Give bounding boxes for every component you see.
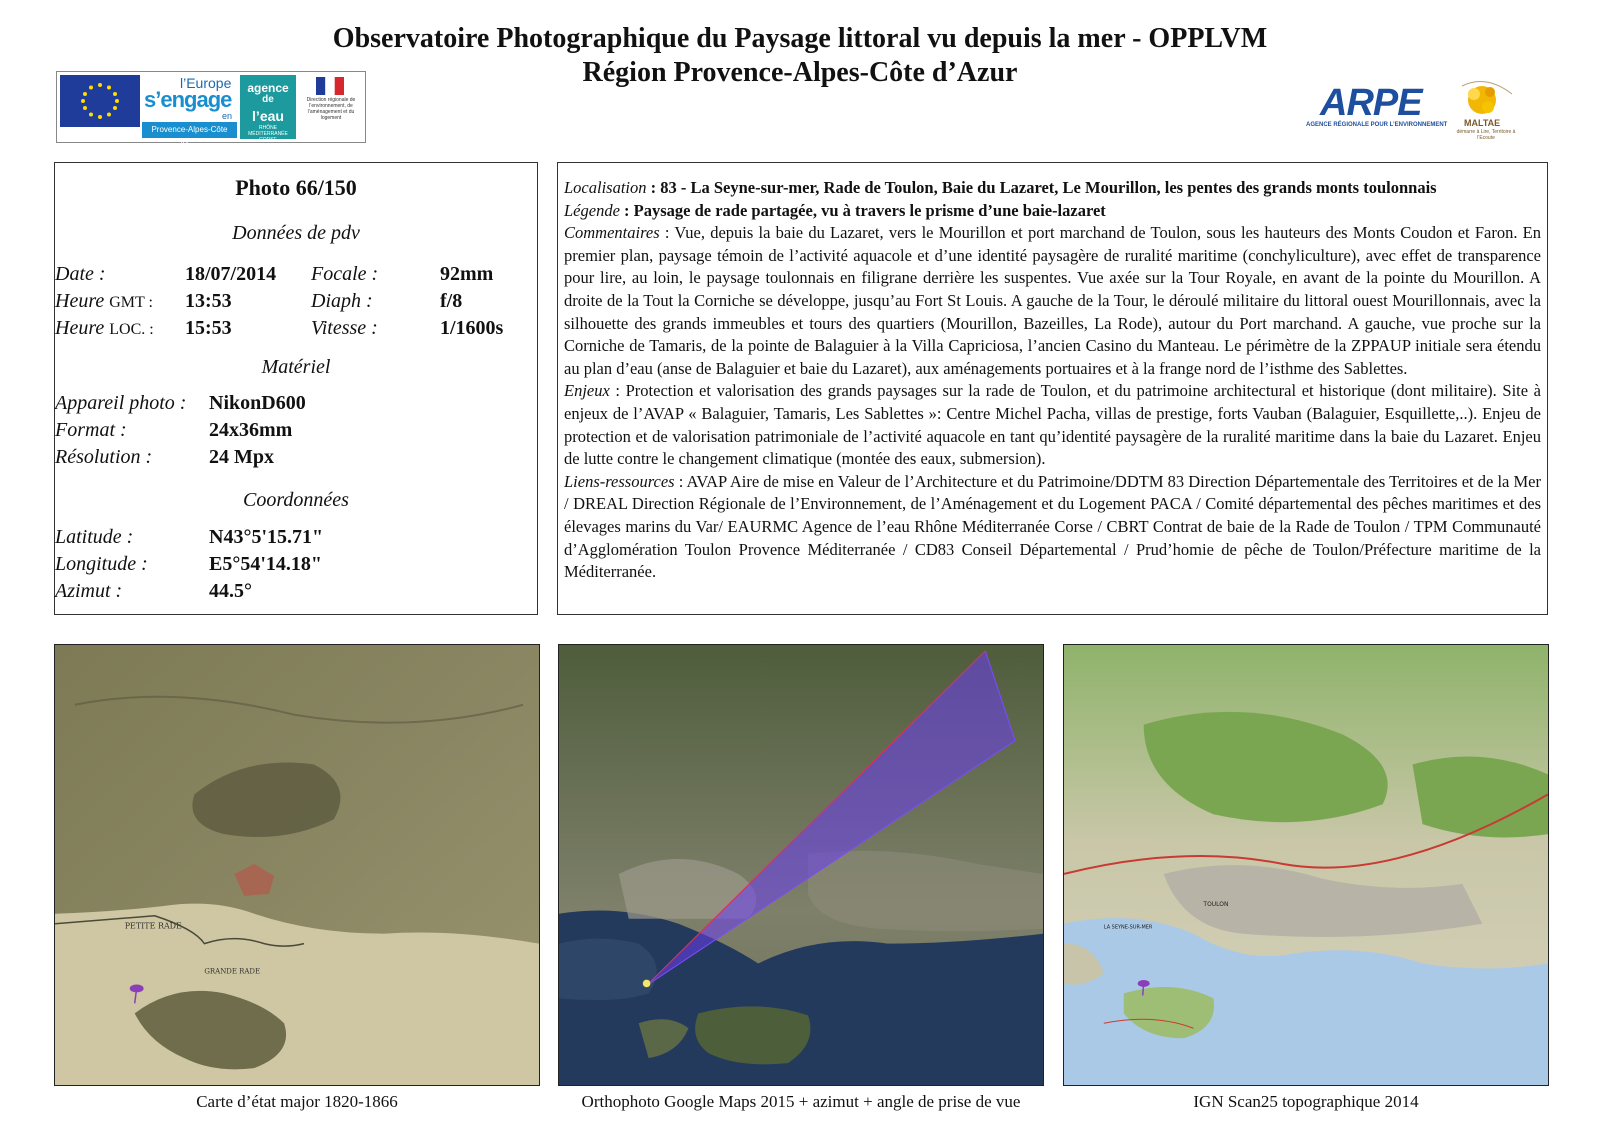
heure-gmt-label [55,290,153,313]
focale-value: 92mm [440,263,494,285]
format-value: 24x36mm [209,419,293,441]
commentaires-label: Commentaires [564,223,660,243]
caption-ign: IGN Scan25 topographique 2014 [1193,1092,1419,1111]
maltae-flower-icon [1452,76,1520,120]
resolution-label: Résolution : [55,446,153,468]
map2-pin-icon [643,979,651,987]
arpe-logo-sub: AGENCE RÉGIONALE POUR L’ENVIRONNEMENT [1306,122,1448,128]
photo-info-box [54,162,538,615]
agence-logo-line3: l’eau [252,108,284,124]
date-label: Date : [55,263,106,285]
enjeux-label: Enjeux [564,381,610,401]
azimut-value: 44.5° [209,580,252,602]
heure-loc-sub: LOC. : [109,321,154,338]
heure-gmt-value: 13:53 [185,290,232,312]
vitesse-label: Vitesse : [311,317,378,339]
legende-line [564,200,1541,223]
vitesse-value: 1/1600s [440,317,504,339]
pdv-heading: Données de pdv [232,222,360,244]
arpe-logo-word: ARPE [1320,82,1422,124]
coord-heading: Coordonnées [243,489,349,511]
legende-value: : Paysage de rade partagée, vu à travers le prisme d’une baie-lazaret [624,200,1106,220]
liens-value: : AVAP Aire de mise en Valeur de l’Architecture et du Patrimoine/DDTM 83 Direction Départementale des Territoires et de la Mer / DREAL Direction Régionale de l’Environnement, de l’Aménagement et du Logement PACA / Comité départemental des pêches maritimes et des élevages marins du Var/ EAURMC Agence de l’eau Rhône Méditerranée Corse / CBRT Contrat de baie de la Rade de Toulon / TPM Communauté d’Agglomération Toulon Provence Méditerranée / CD83 Conseil Départemental / Prud’homie de pêche de Toulon/Préfecture maritime de la Méditerranée. [564,471,1541,582]
europe-logo-top: l’Europe [180,75,232,91]
french-flag-icon [316,77,344,95]
orthophoto-map [558,644,1044,1086]
diaph-label: Diaph : [311,290,373,312]
localisation-line [564,177,1541,200]
commentaires-paragraph [564,222,1541,380]
ign-topo-map [1063,644,1549,1086]
europe-logo-en: en [222,111,233,121]
legende-label: Légende [564,200,620,220]
agence-eau-logo [240,75,296,143]
azimut-label: Azimut : [55,580,123,602]
photo-number: Photo 66/150 [235,175,357,200]
maltae-logo-sub: démarre à Lire, Territoire à l’Ecoute [1456,129,1516,141]
map3-la-seyne-label: LA SEYNE-SUR-MER [1103,924,1153,931]
etat-major-map [54,644,540,1086]
map1-petite-rade-label: PETITE RADE [124,921,182,931]
materiel-heading: Matériel [261,356,331,378]
resolution-value: 24 Mpx [209,446,274,468]
focale-label: Focale : [311,263,379,285]
format-label: Format : [55,419,127,441]
latitude-value: N43°5'15.71" [209,526,324,548]
maltae-logo-word: MALTAE [1464,118,1501,128]
caption-orthophoto: Orthophoto Google Maps 2015 + azimut + angle de prise de vue [581,1092,1021,1111]
longitude-label: Longitude : [55,553,148,575]
page-title-line2: Région Provence-Alpes-Côte d’Azur [582,57,1018,88]
europe-logo-region: Provence-Alpes-Côte d’Azur [142,122,237,138]
eu-flag-icon [60,75,140,127]
prefet-logo [302,75,360,139]
prefet-logo-text: Direction régionale de l’environnement, de l’aménagement et du logement [306,97,356,121]
caption-etat-major: Carte d’état major 1820-1866 [196,1092,398,1111]
commentaires-value: : Vue, depuis la baie du Lazaret, vers le Mourillon et port marchand de Toulon, sous les hauteurs des Monts Coudon et Faron. En premier plan, paysage témoin de l’activité aquacole et d’une identité paysagère de ruralité maritime (conchyliculture), avec effet de transparence pour lire, au loin, le paysage toulonnais en filigrane derrière les suspentes. Vue axée sur la Tour Royale, en avant de la pointe du Mourillon. A droite de la Tout la Corniche se développe, jusqu’au Fort St Louis. A gauche de la Tour, le déroulé militaire du littoral ouest Mourillonnais, avec la silhouette des grands immeubles et tours des quartiers (Mourillon, Bazeilles, La Rode), autour du Port marchand. A gauche, vue proche sur la Corniche de Tamaris, de la pointe de Balaguier à la Villa Capriciosa, l’ancien Casino du Manteau. Le périmètre de la ZPPAUP initiale sera étendu au plan d’eau (anse de Balaguier et baie du Lazaret), aux aménagements portuaires et à la frange nord de l’isthme des Sablettes. [564,223,1541,378]
heure-loc-value: 15:53 [185,317,232,339]
enjeux-paragraph [564,380,1541,470]
europe-logo-word: s’engage [144,87,232,112]
description-box [557,162,1548,615]
enjeux-value: : Protection et valorisation des grands paysages sur la rade de Toulon, et du patrimoine architectural et historique (dont militaire). Site à enjeux de l’AVAP « Balaguier, Tamaris, Les Sablettes »: Centre Michel Pacha, villas de prestige, forts Vauban (Balaguier, Esquillette,..). Enjeu de protection et de valorisation patrimoniale de l’activité aquacole en tant qu’identité paysagère de la ruralité maritime dans la baie du Lazaret. Enjeu de lutte contre le changement climatique (montée des eaux, submersion). [564,381,1541,469]
europe-engage-logo [142,75,237,150]
heure-loc-word: Heure [55,317,105,339]
heure-gmt-sub: GMT : [109,294,153,311]
appareil-value: NikonD600 [209,392,306,414]
maltae-logo [1452,76,1520,142]
appareil-label: Appareil photo : [55,392,187,414]
partner-logos [56,71,366,150]
heure-gmt-word: Heure [55,290,105,312]
liens-label: Liens-ressources [564,471,675,491]
liens-paragraph [564,471,1541,584]
longitude-value: E5°54'14.18" [209,553,322,575]
map1-grande-rade-label: GRANDE RADE [204,967,261,976]
date-value: 18/07/2014 [185,263,277,285]
diaph-value: f/8 [440,290,463,312]
map3-toulon-label: TOULON [1203,900,1229,908]
localisation-label: Localisation [564,178,647,197]
localisation-value: : 83 - La Seyne-sur-mer, Rade de Toulon, Baie du Lazaret, Le Mourillon, les pentes des grands monts toulonnais [650,178,1437,197]
agence-logo-line2: de [262,94,274,105]
heure-loc-label [55,317,154,340]
arpe-logo [1306,82,1451,130]
latitude-label: Latitude : [55,526,134,548]
agence-logo-sub: RHÔNE MÉDITERRANÉE CORSE [248,125,288,143]
page-title-line1: Observatoire Photographique du Paysage littoral vu depuis la mer - OPPLVM [332,23,1268,54]
agence-logo-line1: agence [247,81,289,95]
